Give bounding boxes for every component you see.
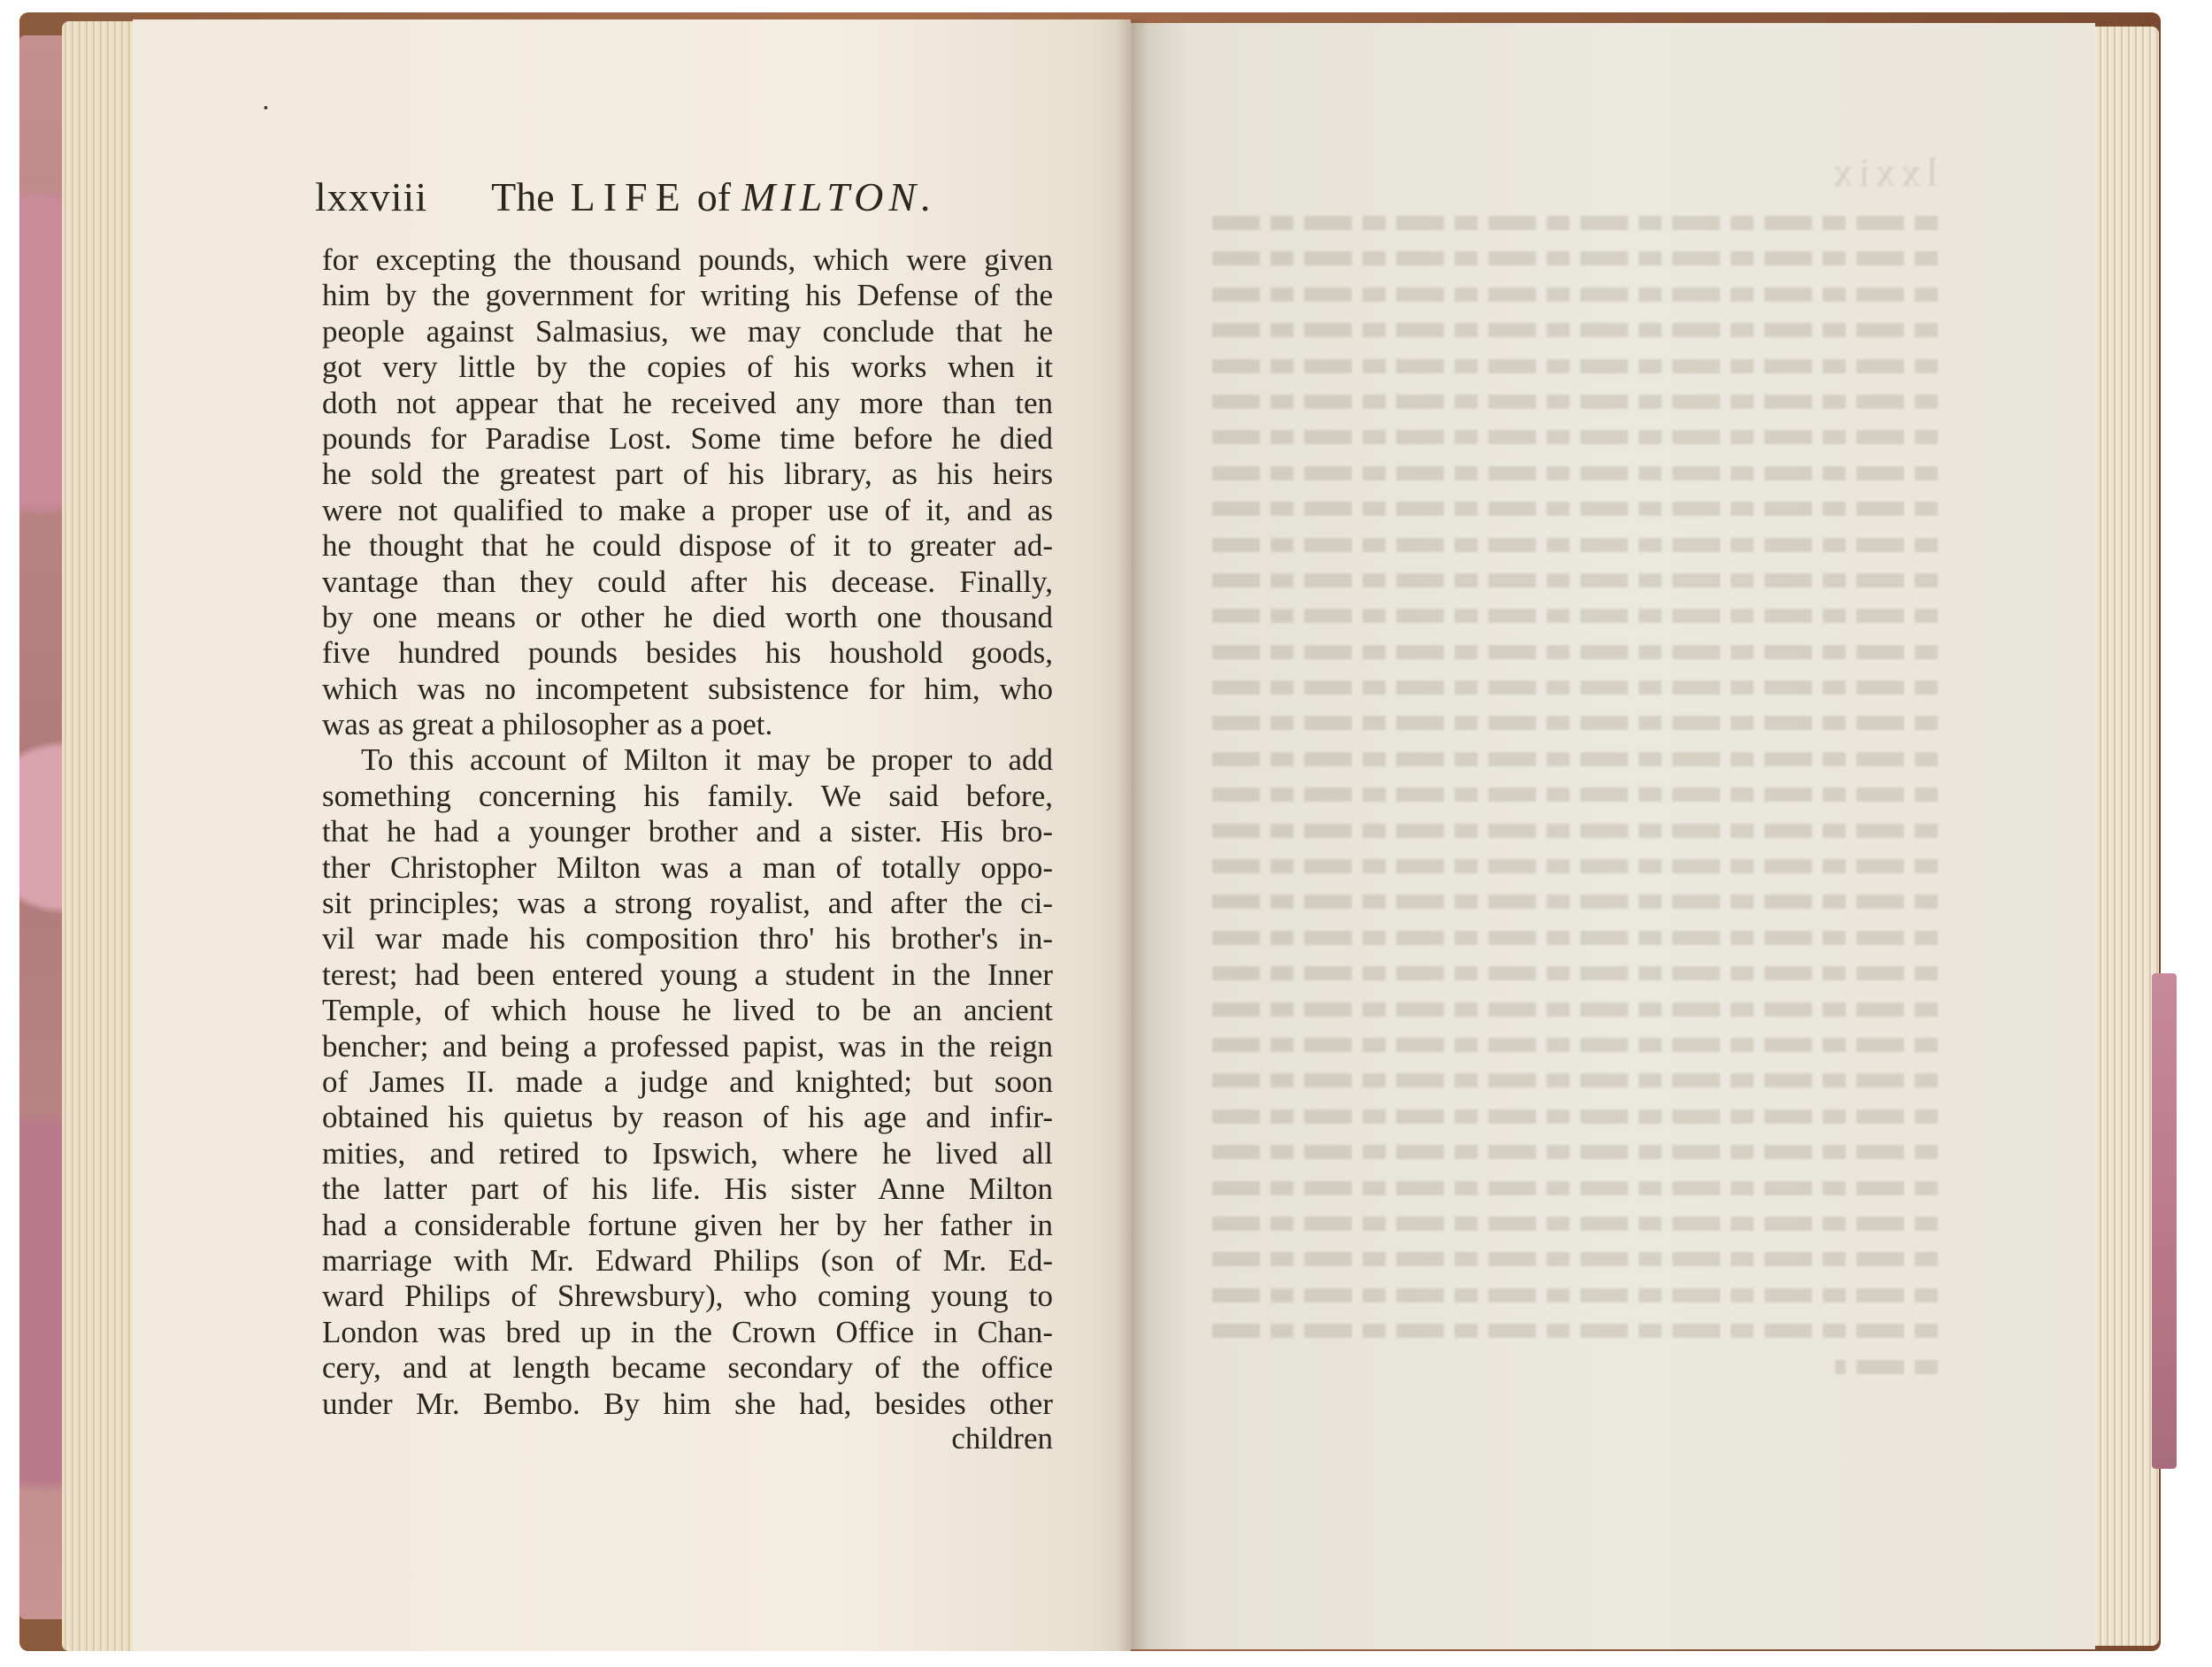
running-head (315, 166, 952, 228)
text-line: doth not appear that he received any more than ten (322, 385, 1053, 420)
text-line: Temple, of which house he lived to be an ancient (322, 993, 1053, 1028)
text-line: he sold the greatest part of his library, as his heirs (322, 457, 1053, 492)
showthrough-line (1203, 954, 1938, 989)
text-line: which was no incompetent subsistence for him, who (322, 671, 1053, 706)
text-line: bencher; and being a professed papist, was in the reign (322, 1028, 1053, 1064)
showthrough-line (1203, 1311, 1938, 1347)
text-line: cery, and at length became secondary of the office (322, 1350, 1053, 1386)
catchword: children (951, 1421, 1053, 1456)
showthrough-line (1203, 775, 1938, 810)
text-line: by one means or other he died worth one thousand (322, 599, 1053, 634)
showthrough-line (1203, 454, 1938, 489)
text-line: London was bred up in the Crown Office in Chan- (322, 1314, 1053, 1349)
text-line: ward Philips of Shrewsbury), who coming young to (322, 1279, 1053, 1314)
showthrough-line (1203, 990, 1938, 1026)
text-line: the latter part of his life. His sister Anne Milton (322, 1172, 1053, 1207)
text-line: mities, and retired to Ipswich, where he lived all (322, 1135, 1053, 1171)
showthrough-line (1203, 1133, 1938, 1168)
showthrough-line (1203, 382, 1938, 418)
ink-speck: ▪ (264, 102, 268, 115)
text-line: got very little by the copies of his works when it (322, 350, 1053, 385)
text-line: were not qualified to make a proper use of it, and as (322, 492, 1053, 527)
book-gutter (1117, 19, 1148, 1651)
running-title-milton: MILTON. (741, 174, 937, 219)
showthrough-line (1203, 1026, 1938, 1061)
showthrough-line (1203, 811, 1938, 847)
text-line: vantage than they could after his decease. Finally, (322, 564, 1053, 599)
showthrough-line (1203, 918, 1938, 954)
text-line: ther Christopher Milton was a man of totally oppo- (322, 849, 1053, 885)
showthrough-line (1203, 204, 1938, 239)
text-line: he thought that he could dispose of it to greater ad- (322, 528, 1053, 564)
page-number: lxxviii (315, 174, 428, 219)
showthrough-line (1203, 418, 1938, 453)
showthrough-line (1203, 1097, 1938, 1133)
showthrough-line (1203, 1240, 1938, 1275)
showthrough-line (1203, 596, 1938, 632)
showthrough-line (1203, 847, 1938, 882)
showthrough-line (1203, 239, 1938, 274)
text-line: marriage with Mr. Edward Philips (son of Mr. Ed- (322, 1242, 1053, 1278)
text-line: for excepting the thousand pounds, which were given (322, 242, 1053, 277)
text-line: people against Salmasius, we may conclude that he (322, 313, 1053, 349)
body-text (322, 242, 1053, 1422)
showthrough-line (1203, 526, 1938, 561)
text-line: sit principles; was a strong royalist, and after the ci- (322, 886, 1053, 921)
text-line: terest; had been entered young a student in the Inner (322, 956, 1053, 992)
showthrough-line (1203, 1169, 1938, 1204)
showthrough-line (1203, 561, 1938, 596)
text-line: had a considerable fortune given her by her father in (322, 1207, 1053, 1242)
showthrough-line (1203, 311, 1938, 346)
showthrough-line (1203, 1061, 1938, 1096)
text-line: pounds for Paradise Lost. Some time before he died (322, 420, 1053, 456)
text-line: something concerning his family. We said before, (322, 778, 1053, 813)
paragraph-first-line: To this account of Milton it may be proper to add (361, 742, 1053, 778)
showthrough-line (1203, 633, 1938, 668)
showthrough-line (1203, 275, 1938, 311)
showthrough-line (1203, 489, 1938, 525)
paragraph-last-line: was as great a philosopher as a poet. (322, 707, 773, 742)
text-line: of James II. made a judge and knighted; but soon (322, 1064, 1053, 1099)
showthrough-line (1203, 668, 1938, 703)
marbled-board-right (2152, 973, 2177, 1469)
text-line: that he had a younger brother and a sister. His bro- (322, 814, 1053, 849)
text-line: him by the government for writing his Defense of the (322, 278, 1053, 313)
showthrough-line (1203, 703, 1938, 739)
showthrough-line (1835, 1348, 1938, 1383)
showthrough-line (1203, 347, 1938, 382)
running-title-the: The (491, 174, 555, 219)
running-title-of: of (696, 174, 732, 219)
showthrough-header: lxxix (1827, 150, 1938, 195)
text-line: under Mr. Bembo. By him she had, besides other (322, 1386, 1053, 1421)
text-line: obtained his quietus by reason of his age and infir- (322, 1100, 1053, 1135)
showthrough-line (1203, 1204, 1938, 1240)
showthrough-line (1203, 882, 1938, 918)
running-title-life: LIFE (570, 174, 688, 219)
text-line: vil war made his composition thro' his brother's in- (322, 921, 1053, 956)
showthrough-line (1203, 1276, 1938, 1311)
facing-page-showthrough (1203, 142, 1938, 1469)
showthrough-line (1203, 740, 1938, 775)
text-line: five hundred pounds besides his houshold goods, (322, 635, 1053, 671)
